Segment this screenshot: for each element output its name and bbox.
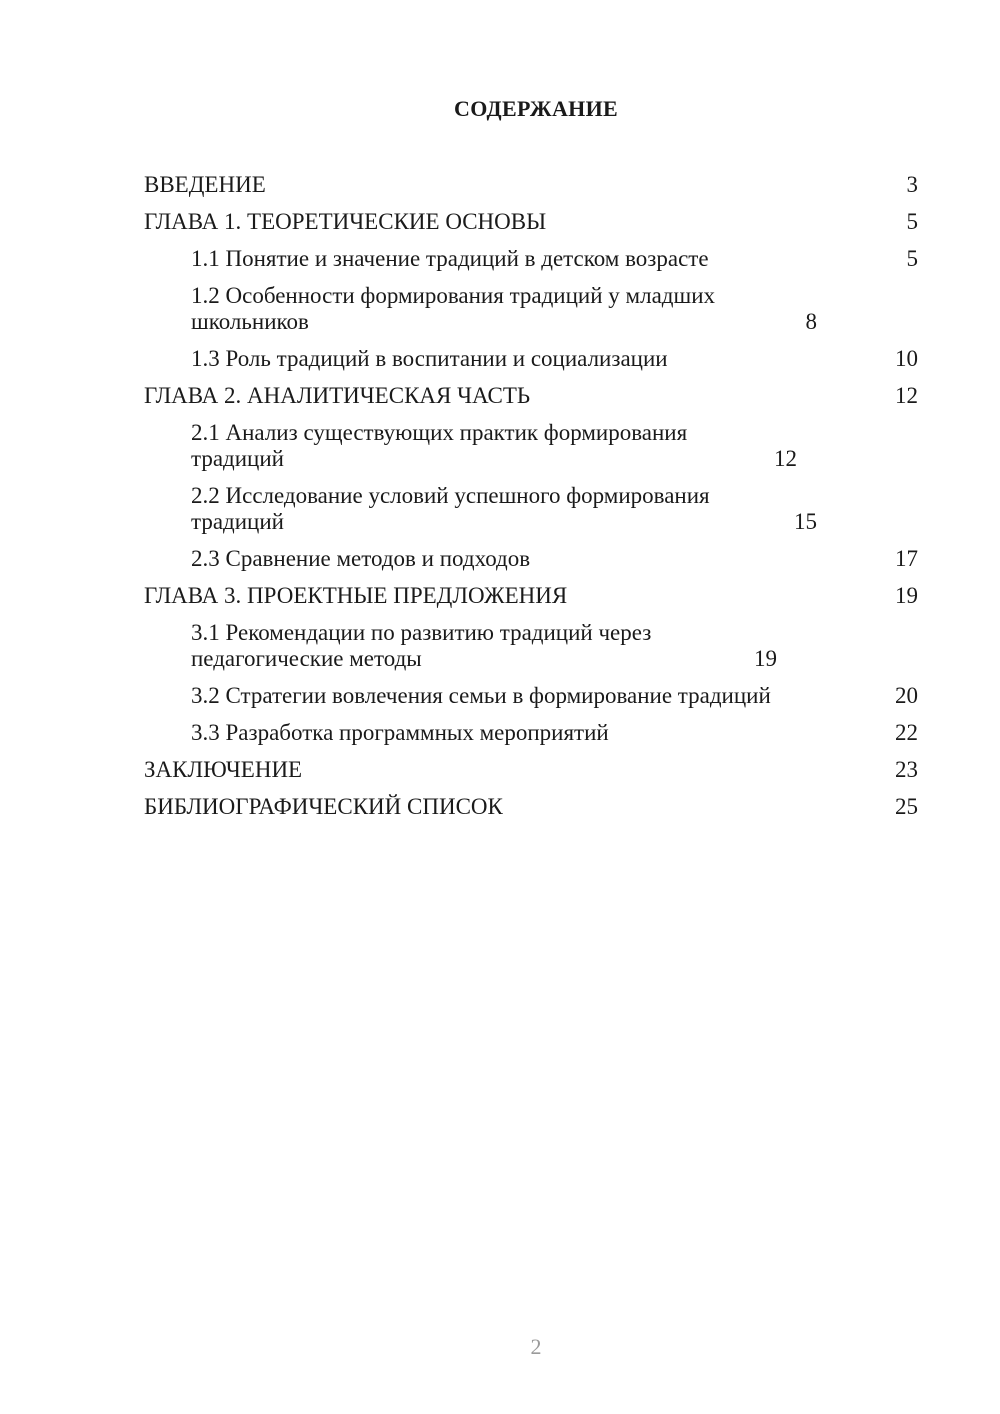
toc-entry-label: 2.2 Исследование условий успешного формирования традиций [191, 483, 710, 534]
toc-entry-chapter-3[interactable] [144, 579, 918, 616]
toc-entry-page: 19 [754, 646, 777, 671]
toc-entry-section-2-2[interactable] [144, 479, 918, 542]
toc-entry-page: 15 [794, 509, 817, 534]
table-of-contents [144, 168, 918, 827]
toc-entry-label: 3.1 Рекомендации по развитию традиций через педагогические методы [191, 620, 652, 671]
toc-entry-page: 20 [895, 683, 918, 708]
toc-entry-label: 3.3 Разработка программных мероприятий [191, 720, 609, 745]
toc-entry-page: 12 [774, 446, 797, 471]
toc-entry-label: 1.1 Понятие и значение традиций в детском возрасте [191, 246, 709, 271]
toc-entry-introduction[interactable] [144, 168, 918, 205]
toc-entry-page: 3 [906, 172, 918, 197]
toc-entry-page: 5 [906, 246, 918, 271]
toc-entry-page: 19 [895, 583, 918, 608]
toc-entry-chapter-2[interactable] [144, 379, 918, 416]
toc-entry-chapter-1[interactable] [144, 205, 918, 242]
toc-entry-label: 2.3 Сравнение методов и подходов [191, 546, 531, 571]
toc-entry-label: 1.3 Роль традиций в воспитании и социализации [191, 346, 668, 371]
toc-entry-page: 17 [895, 546, 918, 571]
toc-entry-label: ГЛАВА 1. ТЕОРЕТИЧЕСКИЕ ОСНОВЫ [144, 209, 547, 234]
toc-entry-label: БИБЛИОГРАФИЧЕСКИЙ СПИСОК [144, 794, 503, 819]
toc-entry-label: ВВЕДЕНИЕ [144, 172, 266, 197]
toc-entry-label: 1.2 Особенности формирования традиций у младших школьников [191, 283, 716, 334]
toc-entry-label: ГЛАВА 3. ПРОЕКТНЫЕ ПРЕДЛОЖЕНИЯ [144, 583, 568, 608]
toc-entry-label: 2.1 Анализ существующих практик формирования традиций [191, 420, 688, 471]
toc-entry-section-2-1[interactable] [144, 416, 918, 479]
toc-entry-page: 12 [895, 383, 918, 408]
toc-entry-bibliography[interactable] [144, 790, 918, 827]
toc-entry-page: 5 [906, 209, 918, 234]
toc-entry-page: 23 [895, 757, 918, 782]
toc-entry-conclusion[interactable] [144, 753, 918, 790]
toc-entry-section-1-3[interactable] [144, 342, 918, 379]
toc-entry-section-3-2[interactable] [144, 679, 918, 716]
toc-entry-label: ГЛАВА 2. АНАЛИТИЧЕСКАЯ ЧАСТЬ [144, 383, 531, 408]
toc-entry-section-2-3[interactable] [144, 542, 918, 579]
toc-entry-section-3-3[interactable] [144, 716, 918, 753]
toc-entry-section-1-2[interactable] [144, 279, 918, 342]
toc-entry-section-3-1[interactable] [144, 616, 918, 679]
toc-entry-page: 25 [895, 794, 918, 819]
toc-entry-section-1-1[interactable] [144, 242, 918, 279]
toc-entry-label: ЗАКЛЮЧЕНИЕ [144, 757, 303, 782]
toc-entry-page: 22 [895, 720, 918, 745]
toc-entry-page: 10 [895, 346, 918, 371]
toc-entry-label: 3.2 Стратегии вовлечения семьи в формирование традиций [191, 683, 771, 708]
toc-entry-page: 8 [805, 309, 817, 334]
page-number: 2 [530, 1334, 542, 1359]
page-title: СОДЕРЖАНИЕ [454, 96, 618, 121]
